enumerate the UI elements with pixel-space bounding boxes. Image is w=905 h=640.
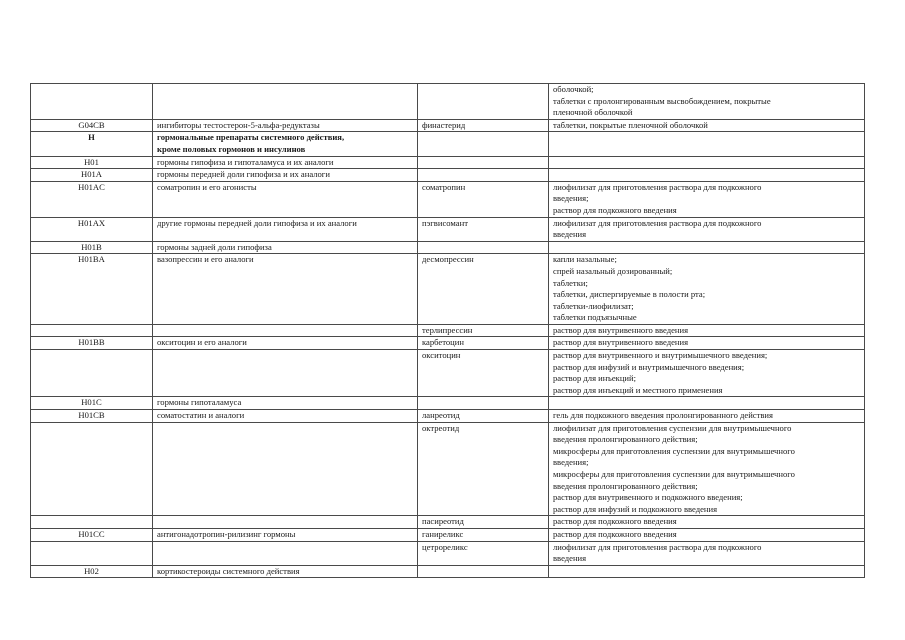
group-name: соматостатин и аналоги: [153, 410, 418, 423]
atc-code: H01BA: [31, 254, 153, 325]
table-row: [31, 84, 865, 120]
atc-code: [31, 516, 153, 529]
group-name: [153, 324, 418, 337]
dosage-forms: раствор для подкожного введения: [549, 528, 865, 541]
atc-code: H01CC: [31, 528, 153, 541]
atc-code: H02: [31, 565, 153, 578]
atc-code: H01: [31, 156, 153, 169]
dosage-forms: лиофилизат для приготовления раствора для подкожного введения: [549, 541, 865, 565]
drug-name: пэгвисомант: [418, 217, 549, 241]
drug-name: [418, 169, 549, 182]
table-row: [31, 350, 865, 397]
group-name: вазопрессин и его аналоги: [153, 254, 418, 325]
atc-code: H01AX: [31, 217, 153, 241]
atc-code: H: [31, 132, 153, 156]
atc-code: [31, 422, 153, 516]
dosage-forms: [549, 169, 865, 182]
dosage-forms: раствор для подкожного введения: [549, 516, 865, 529]
table-row: [31, 337, 865, 350]
dosage-forms: лиофилизат для приготовления суспензии для внутримышечного введения пролонгированного действия; микросферы для приготовления суспензии для внутримышечного введения; микросферы для приготовления суспензии для внутримышечного введения пролонгированного действия; раствор для внутривенного и подкожного введения; раствор для инфузий и подкожного введения: [549, 422, 865, 516]
dosage-forms: таблетки, покрытые пленочной оболочкой: [549, 119, 865, 132]
atc-code: H01B: [31, 241, 153, 254]
atc-code: [31, 350, 153, 397]
group-name: кортикостероиды системного действия: [153, 565, 418, 578]
dosage-forms: [549, 241, 865, 254]
table-row: [31, 254, 865, 325]
drug-name: пасиреотид: [418, 516, 549, 529]
table-row: [31, 241, 865, 254]
table-row: [31, 410, 865, 423]
table-row: [31, 169, 865, 182]
group-name: [153, 84, 418, 120]
group-name: гормоны гипофиза и гипоталамуса и их аналоги: [153, 156, 418, 169]
table-row: [31, 324, 865, 337]
table-row: [31, 541, 865, 565]
atc-code: [31, 324, 153, 337]
drug-name: соматропин: [418, 181, 549, 217]
group-name: гормональные препараты системного действия, кроме половых гормонов и инсулинов: [153, 132, 418, 156]
group-name: окситоцин и его аналоги: [153, 337, 418, 350]
atc-code: [31, 84, 153, 120]
table-row: [31, 119, 865, 132]
table-row-section-header: [31, 132, 865, 156]
drug-name: ганиреликс: [418, 528, 549, 541]
group-name: гормоны передней доли гипофиза и их аналоги: [153, 169, 418, 182]
drug-name: финастерид: [418, 119, 549, 132]
drug-name: десмопрессин: [418, 254, 549, 325]
table-row: [31, 397, 865, 410]
drug-name: [418, 156, 549, 169]
dosage-forms: раствор для внутривенного введения: [549, 337, 865, 350]
group-name: ингибиторы тестостерон-5-альфа-редуктазы: [153, 119, 418, 132]
drug-name: [418, 397, 549, 410]
dosage-forms: гель для подкожного введения пролонгированного действия: [549, 410, 865, 423]
dosage-forms: капли назальные; спрей назальный дозированный; таблетки; таблетки, диспергируемые в полости рта; таблетки-лиофилизат; таблетки подъязычные: [549, 254, 865, 325]
dosage-forms: [549, 156, 865, 169]
drug-name: окситоцин: [418, 350, 549, 397]
dosage-forms: [549, 132, 865, 156]
table-row: [31, 156, 865, 169]
atc-code: G04CB: [31, 119, 153, 132]
table-row: [31, 217, 865, 241]
atc-code: [31, 541, 153, 565]
group-name: гормоны гипоталамуса: [153, 397, 418, 410]
dosage-forms: [549, 565, 865, 578]
atc-code: H01AC: [31, 181, 153, 217]
group-name: [153, 516, 418, 529]
atc-code: H01A: [31, 169, 153, 182]
group-name: [153, 422, 418, 516]
atc-code: H01C: [31, 397, 153, 410]
group-name: соматропин и его агонисты: [153, 181, 418, 217]
drug-name: цетрореликс: [418, 541, 549, 565]
drug-name: [418, 241, 549, 254]
group-name: другие гормоны передней доли гипофиза и их аналоги: [153, 217, 418, 241]
group-name: [153, 350, 418, 397]
drug-name: [418, 132, 549, 156]
atc-code: H01CB: [31, 410, 153, 423]
table-row: [31, 528, 865, 541]
dosage-forms: лиофилизат для приготовления раствора для подкожного введения; раствор для подкожного введения: [549, 181, 865, 217]
group-name: [153, 541, 418, 565]
table-row: [31, 422, 865, 516]
drug-name: карбетоцин: [418, 337, 549, 350]
drug-name: [418, 84, 549, 120]
drug-name: октреотид: [418, 422, 549, 516]
dosage-forms: раствор для внутривенного введения: [549, 324, 865, 337]
table-row: [31, 565, 865, 578]
table-row: [31, 516, 865, 529]
group-name: гормоны задней доли гипофиза: [153, 241, 418, 254]
dosage-forms: [549, 397, 865, 410]
group-name: антигонадотропин-рилизинг гормоны: [153, 528, 418, 541]
atc-code: H01BB: [31, 337, 153, 350]
dosage-forms: раствор для внутривенного и внутримышечного введения; раствор для инфузий и внутримышечного введения; раствор для инъекций; раствор для инъекций и местного применения: [549, 350, 865, 397]
drug-name: терлипрессин: [418, 324, 549, 337]
drug-name: [418, 565, 549, 578]
drug-classification-table: [30, 83, 865, 578]
drug-name: ланреотид: [418, 410, 549, 423]
table-row: [31, 181, 865, 217]
dosage-forms: оболочкой; таблетки с пролонгированным высвобождением, покрытые пленочной оболочкой: [549, 84, 865, 120]
dosage-forms: лиофилизат для приготовления раствора для подкожного введения: [549, 217, 865, 241]
